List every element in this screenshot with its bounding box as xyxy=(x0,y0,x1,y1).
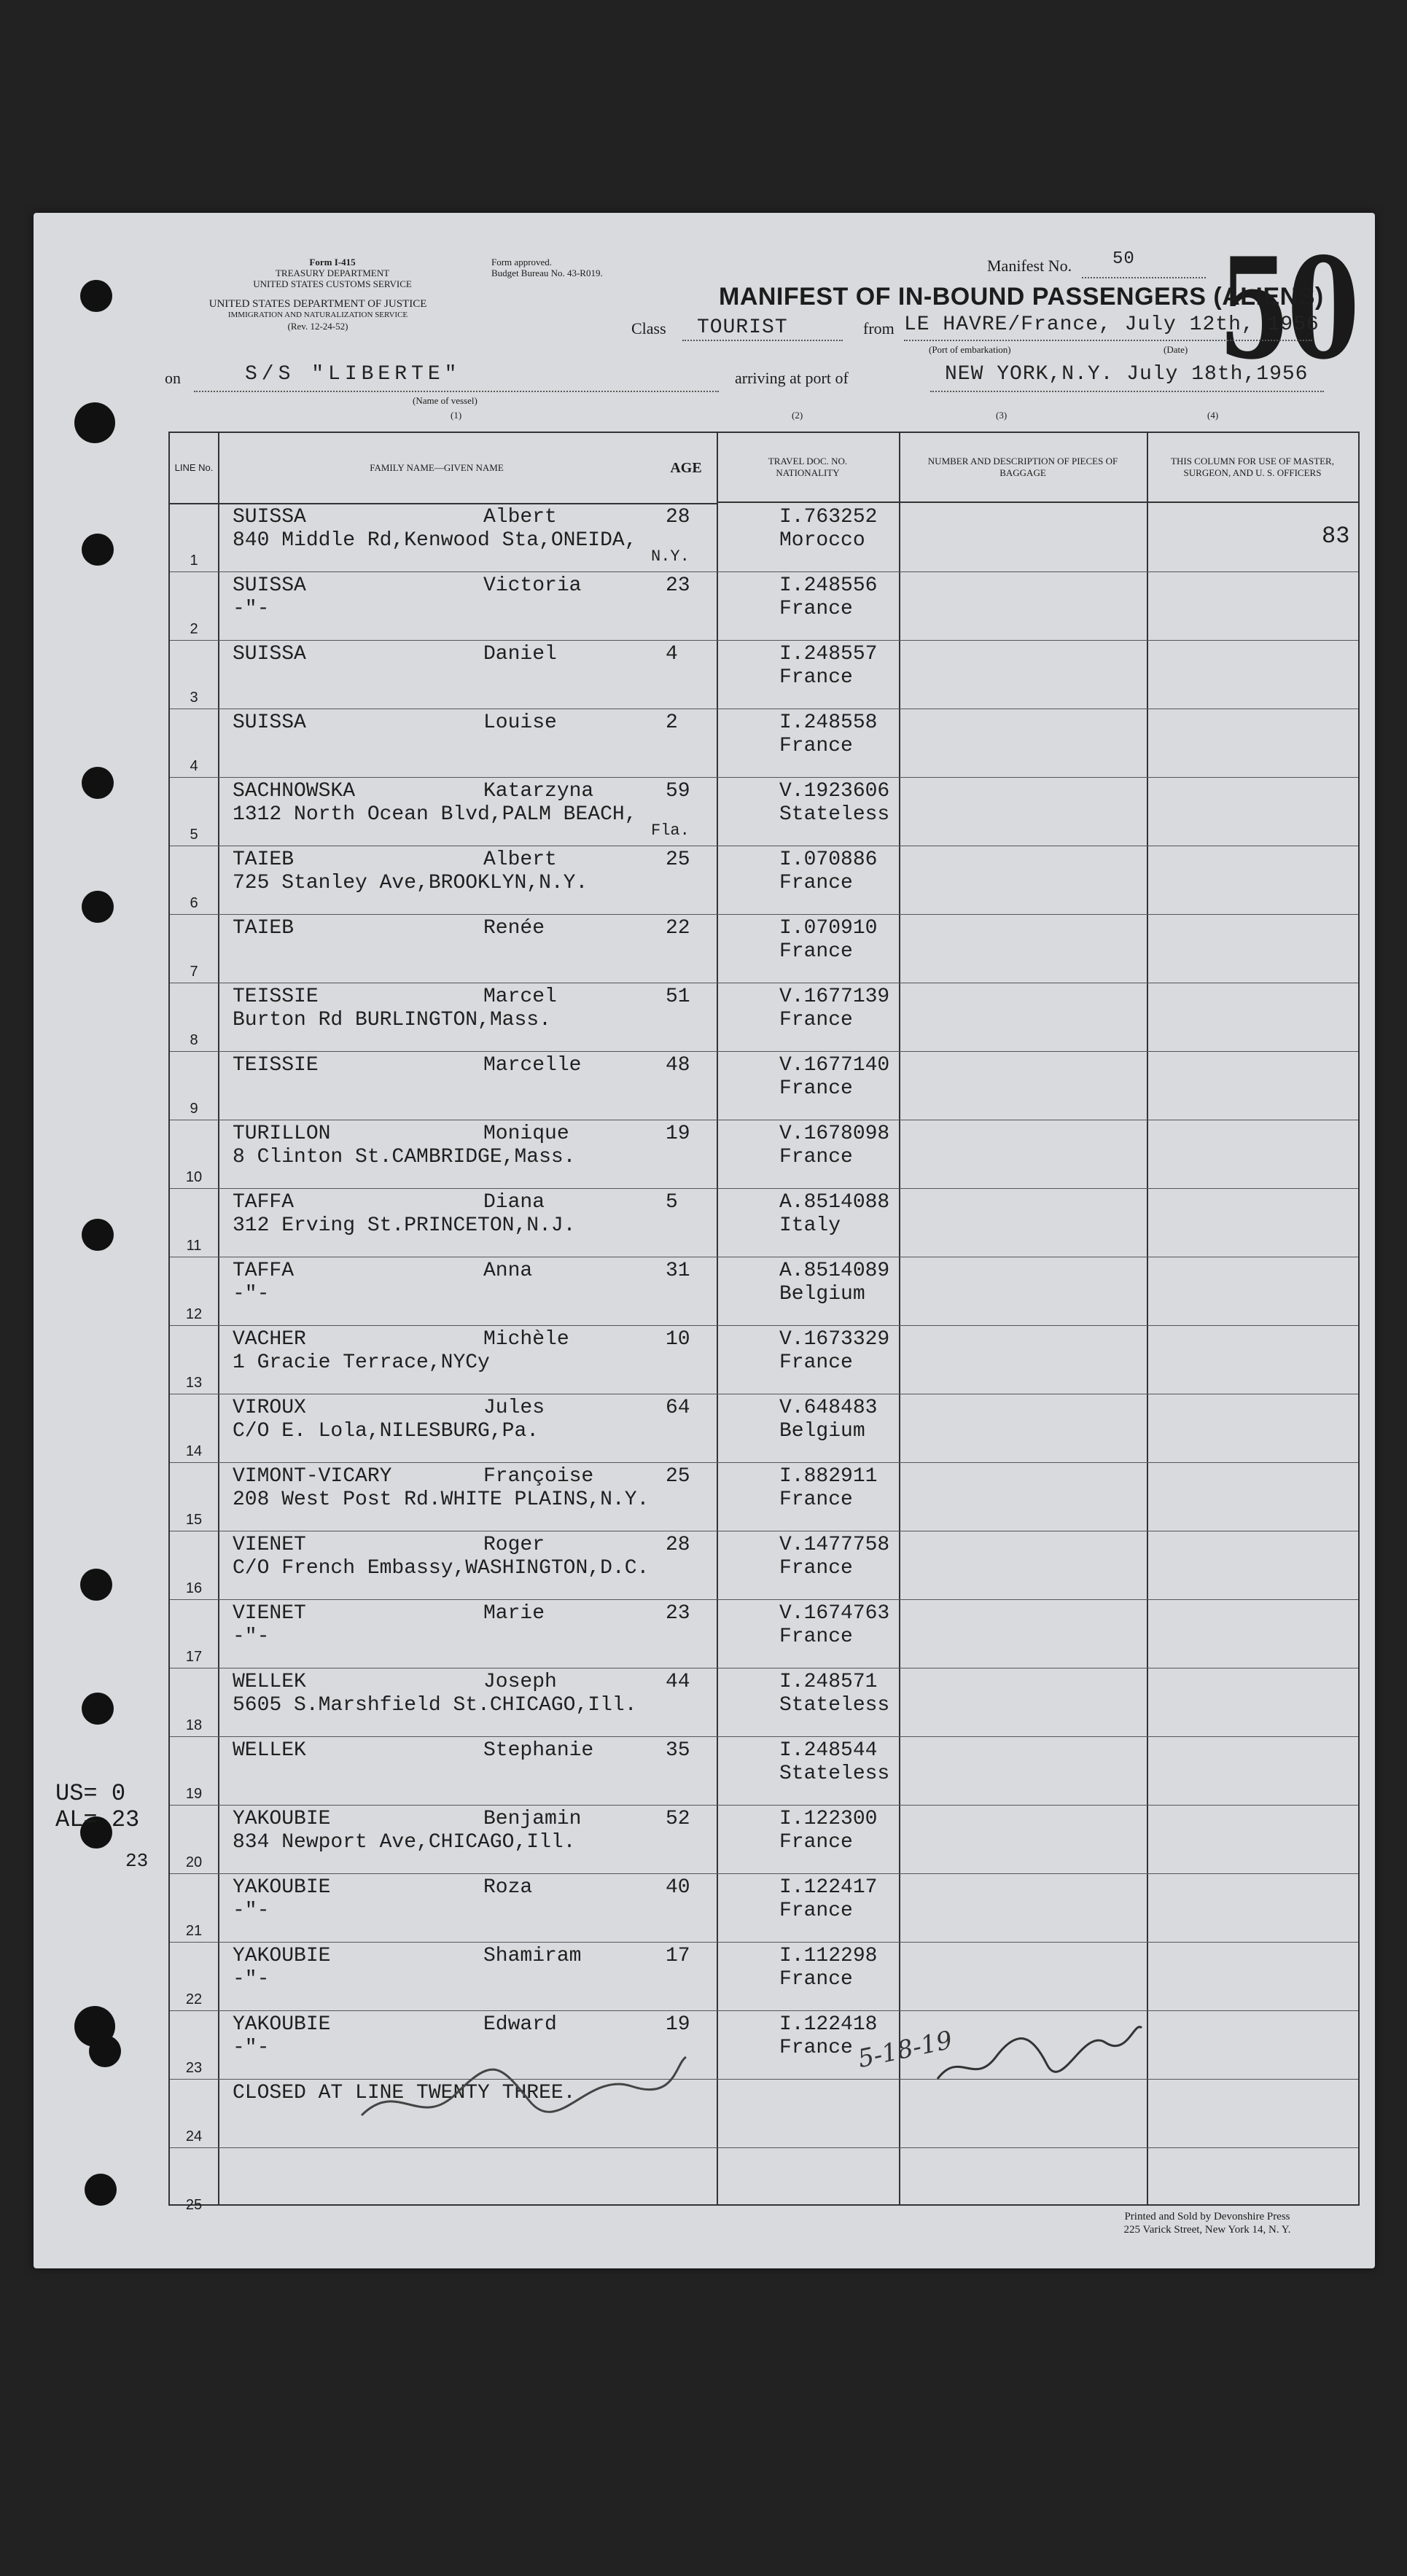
age: 40 xyxy=(666,1876,690,1899)
line-number: 5 xyxy=(190,827,198,843)
line-number: 8 xyxy=(190,1032,198,1048)
nationality: France xyxy=(779,1351,853,1374)
travel-doc-no: A.8514089 xyxy=(779,1260,890,1282)
form-approved: Form approved. xyxy=(491,257,553,268)
address: -"- xyxy=(233,1283,270,1305)
table-row xyxy=(170,1394,1358,1463)
class-label: Class xyxy=(631,319,666,337)
age: 5 xyxy=(666,1191,678,1214)
address: -"- xyxy=(233,1968,270,1991)
age: 44 xyxy=(666,1671,690,1693)
age: 10 xyxy=(666,1328,690,1351)
family-name: TURILLON xyxy=(233,1123,331,1145)
given-name: Katarzyna xyxy=(483,780,594,803)
table-row xyxy=(170,983,1358,1052)
address: -"- xyxy=(233,2037,270,2059)
given-name: Benjamin xyxy=(483,1808,582,1830)
address-cont: Fla. xyxy=(651,821,690,840)
travel-doc-no: V.1678098 xyxy=(779,1123,890,1145)
nationality: Italy xyxy=(779,1214,841,1237)
address: Burton Rd BURLINGTON,Mass. xyxy=(233,1009,551,1031)
col4-marker: (4) xyxy=(1207,410,1219,421)
printer-imprint xyxy=(1069,2210,1346,2236)
given-name: Daniel xyxy=(483,643,557,666)
punch-hole xyxy=(74,402,115,443)
given-name: Marcel xyxy=(483,985,557,1008)
nationality: France xyxy=(779,666,853,689)
address: 5605 S.Marshfield St.CHICAGO,Ill. xyxy=(233,1694,637,1717)
age: 25 xyxy=(666,848,690,871)
travel-doc-no: I.122417 xyxy=(779,1876,878,1899)
budget-bureau: Budget Bureau No. 43-R019. xyxy=(491,268,603,278)
given-name: Jules xyxy=(483,1397,545,1419)
nationality: France xyxy=(779,1900,853,1922)
table-row xyxy=(170,1805,1358,1874)
nationality: France xyxy=(779,1077,853,1100)
nationality: France xyxy=(779,1968,853,1991)
class-value: TOURIST xyxy=(697,316,788,339)
travel-doc-no: I.248571 xyxy=(779,1671,878,1693)
line-number: 4 xyxy=(190,758,198,774)
address: C/O French Embassy,WASHINGTON,D.C. xyxy=(233,1557,650,1580)
age: 4 xyxy=(666,643,678,666)
travel-doc-no: I.248556 xyxy=(779,574,878,597)
punch-hole xyxy=(80,280,112,312)
family-name: YAKOUBIE xyxy=(233,2013,331,2036)
line-number: 24 xyxy=(185,2128,203,2144)
nationality: France xyxy=(779,598,853,620)
arriving-line xyxy=(930,391,1324,392)
officer-note: 83 xyxy=(1322,523,1350,550)
line-number: 9 xyxy=(190,1101,198,1117)
manifest-no-label: Manifest No. xyxy=(987,257,1072,275)
address: 725 Stanley Ave,BROOKLYN,N.Y. xyxy=(233,872,588,894)
table-row xyxy=(170,571,1358,641)
punch-hole xyxy=(82,1693,114,1725)
travel-doc-no: I.070910 xyxy=(779,917,878,940)
travel-doc-no: I.248557 xyxy=(779,643,878,666)
given-name: Michèle xyxy=(483,1328,569,1351)
col1-marker: (1) xyxy=(451,410,462,421)
line-number: 25 xyxy=(185,2197,203,2213)
address: 840 Middle Rd,Kenwood Sta,ONEIDA, xyxy=(233,529,637,552)
age: 52 xyxy=(666,1808,690,1830)
nationality: Stateless xyxy=(779,1694,890,1717)
given-name: Roger xyxy=(483,1534,545,1556)
nationality: Stateless xyxy=(779,803,890,826)
family-name: WELLEK xyxy=(233,1739,306,1762)
travel-doc-no: V.1674763 xyxy=(779,1602,890,1625)
line-number: 7 xyxy=(190,964,198,980)
travel-doc-no: I.122418 xyxy=(779,2013,878,2036)
travel-doc-no: I.248558 xyxy=(779,711,878,734)
punch-hole xyxy=(89,2035,121,2067)
given-name: Louise xyxy=(483,711,557,734)
age: 35 xyxy=(666,1739,690,1762)
table-row xyxy=(170,1051,1358,1120)
travel-doc-no: V.1477758 xyxy=(779,1534,890,1556)
date-caption: (Date) xyxy=(1164,344,1188,355)
nationality: France xyxy=(779,2037,853,2059)
line-number: 1 xyxy=(190,553,198,569)
age: 31 xyxy=(666,1260,690,1282)
address: -"- xyxy=(233,1900,270,1922)
table-row xyxy=(170,1736,1358,1806)
vessel-name: S/S "LIBERTE" xyxy=(245,363,461,386)
officer-signature xyxy=(930,2006,1149,2093)
address-cont: N.Y. xyxy=(651,547,690,566)
nationality: France xyxy=(779,1831,853,1854)
address: -"- xyxy=(233,1625,270,1648)
age: 28 xyxy=(666,1534,690,1556)
line-number: 12 xyxy=(185,1306,203,1322)
col2-marker: (2) xyxy=(792,410,803,421)
address: 208 West Post Rd.WHITE PLAINS,N.Y. xyxy=(233,1488,650,1511)
vessel-caption: (Name of vessel) xyxy=(413,395,478,406)
punch-hole xyxy=(80,1569,112,1601)
travel-doc-no: A.8514088 xyxy=(779,1191,890,1214)
approval-block xyxy=(491,257,666,278)
travel-doc-no: I.882911 xyxy=(779,1465,878,1488)
line-number: 23 xyxy=(185,2060,203,2076)
travel-doc-no: V.1923606 xyxy=(779,780,890,803)
header-baggage: NUMBER AND DESCRIPTION OF PIECES OF BAGGAGE xyxy=(899,433,1147,503)
handwritten-manifest-number: 50 xyxy=(1218,227,1357,390)
travel-doc-no: V.1677140 xyxy=(779,1054,890,1077)
given-name: Albert xyxy=(483,848,557,871)
line-number: 16 xyxy=(185,1580,203,1596)
family-name: VACHER xyxy=(233,1328,306,1351)
printer-line2: 225 Varick Street, New York 14, N. Y. xyxy=(1123,2224,1291,2236)
address: -"- xyxy=(233,598,270,620)
margin-total: 23 xyxy=(125,1850,149,1872)
margin-us-count: US= 0 xyxy=(55,1780,126,1807)
officer-annotation: 5-18-19 xyxy=(855,2025,955,2075)
nationality: France xyxy=(779,1488,853,1511)
line-number: 2 xyxy=(190,621,198,637)
table-row xyxy=(170,846,1358,915)
given-name: Marie xyxy=(483,1602,545,1625)
age: 23 xyxy=(666,574,690,597)
nationality: France xyxy=(779,1557,853,1580)
nationality: France xyxy=(779,1009,853,1031)
revision: (Rev. 12-24-52) xyxy=(287,321,348,332)
family-name: VIROUX xyxy=(233,1397,306,1419)
line-number: 3 xyxy=(190,690,198,706)
nationality: France xyxy=(779,1625,853,1648)
family-name: YAKOUBIE xyxy=(233,1876,331,1899)
line-number: 6 xyxy=(190,895,198,911)
line-number: 21 xyxy=(185,1923,203,1939)
form-number: Form I-415 xyxy=(309,257,356,268)
travel-doc-no: I.122300 xyxy=(779,1808,878,1830)
line-number: 13 xyxy=(185,1375,203,1391)
age: 59 xyxy=(666,780,690,803)
family-name: VIENET xyxy=(233,1602,306,1625)
address: 834 Newport Ave,CHICAGO,Ill. xyxy=(233,1831,576,1854)
nationality: Morocco xyxy=(779,529,865,552)
manifest-no-line xyxy=(1082,277,1206,278)
age: 48 xyxy=(666,1054,690,1077)
treasury-dept: TREASURY DEPARTMENT xyxy=(275,268,390,278)
table-row xyxy=(170,914,1358,983)
line-number: 15 xyxy=(185,1512,203,1528)
nationality: France xyxy=(779,940,853,963)
nationality: Belgium xyxy=(779,1420,865,1443)
manifest-table xyxy=(168,432,1360,2213)
family-name: VIMONT-VICARY xyxy=(233,1465,392,1488)
doj-block xyxy=(157,299,478,332)
punch-hole xyxy=(82,891,114,923)
table-row xyxy=(170,640,1358,709)
age: 23 xyxy=(666,1602,690,1625)
arriving-value: NEW YORK,N.Y. July 18th,1956 xyxy=(945,363,1309,386)
family-name: SACHNOWSKA xyxy=(233,780,356,803)
travel-doc-no: V.648483 xyxy=(779,1397,878,1419)
table-row xyxy=(170,1120,1358,1189)
given-name: Roza xyxy=(483,1876,533,1899)
arriving-label: arriving at port of xyxy=(735,369,849,387)
table-row xyxy=(170,777,1358,846)
age: 25 xyxy=(666,1465,690,1488)
punch-hole xyxy=(82,767,114,799)
ins-title: IMMIGRATION AND NATURALIZATION SERVICE xyxy=(227,311,408,319)
table-row xyxy=(170,2079,1358,2148)
line-number: 22 xyxy=(185,1991,203,2007)
table-row xyxy=(170,709,1358,778)
age: 28 xyxy=(666,506,690,528)
line-number: 17 xyxy=(185,1649,203,1665)
from-value: LE HAVRE/France, July 12th, 1956 xyxy=(904,313,1320,336)
nationality: France xyxy=(779,735,853,757)
travel-doc-no: I.763252 xyxy=(779,506,878,528)
on-label: on xyxy=(165,369,181,387)
age: 19 xyxy=(666,2013,690,2036)
family-name: YAKOUBIE xyxy=(233,1808,331,1830)
manifest-page xyxy=(34,213,1375,2268)
address: 312 Erving St.PRINCETON,N.J. xyxy=(233,1214,576,1237)
form-id-block xyxy=(245,257,420,289)
family-name: TAFFA xyxy=(233,1260,295,1282)
vessel-line xyxy=(194,391,719,392)
address: 1312 North Ocean Blvd,PALM BEACH, xyxy=(233,803,637,826)
table-row xyxy=(170,1668,1358,1737)
from-line xyxy=(904,340,1312,341)
family-name: TEISSIE xyxy=(233,985,319,1008)
age: 2 xyxy=(666,711,678,734)
line-number: 14 xyxy=(185,1443,203,1459)
address: 8 Clinton St.CAMBRIDGE,Mass. xyxy=(233,1146,576,1168)
table-row xyxy=(170,2010,1358,2080)
nationality: France xyxy=(779,1146,853,1168)
family-name: SUISSA xyxy=(233,711,306,734)
travel-doc-no: I.070886 xyxy=(779,848,878,871)
travel-doc-no: V.1673329 xyxy=(779,1328,890,1351)
nationality: Stateless xyxy=(779,1763,890,1785)
given-name: Edward xyxy=(483,2013,557,2036)
given-name: Stephanie xyxy=(483,1739,594,1762)
table-row xyxy=(170,503,1358,572)
customs-service: UNITED STATES CUSTOMS SERVICE xyxy=(253,278,412,289)
line-number: 11 xyxy=(186,1238,202,1254)
age: 64 xyxy=(666,1397,690,1419)
inspector-signature xyxy=(354,2050,690,2137)
family-name: TEISSIE xyxy=(233,1054,319,1077)
given-name: Renée xyxy=(483,917,545,940)
given-name: Victoria xyxy=(483,574,582,597)
table-row xyxy=(170,1599,1358,1668)
nationality: France xyxy=(779,872,853,894)
class-line xyxy=(682,340,843,341)
age: 51 xyxy=(666,985,690,1008)
table-row xyxy=(170,2147,1358,2216)
table-row xyxy=(170,1325,1358,1394)
from-label: from xyxy=(863,319,895,337)
family-name: CLOSED AT LINE TWENTY THREE. xyxy=(233,2082,576,2104)
table-row xyxy=(170,1462,1358,1531)
table-row xyxy=(170,1257,1358,1326)
port-caption: (Port of embarkation) xyxy=(929,344,1011,355)
address: 1 Gracie Terrace,NYCy xyxy=(233,1351,490,1374)
doj-title: UNITED STATES DEPARTMENT OF JUSTICE xyxy=(208,298,427,310)
line-number: 20 xyxy=(185,1854,203,1870)
header-name: FAMILY NAME—GIVEN NAME xyxy=(218,433,655,504)
manifest-no-value: 50 xyxy=(1112,249,1135,269)
family-name: SUISSA xyxy=(233,643,306,666)
given-name: Shamiram xyxy=(483,1945,582,1967)
manifest-title: MANIFEST OF IN-BOUND PASSENGERS (ALIENS) xyxy=(719,283,1324,311)
age: 17 xyxy=(666,1945,690,1967)
travel-doc-no: I.248544 xyxy=(779,1739,878,1762)
family-name: TAFFA xyxy=(233,1191,295,1214)
table-row xyxy=(170,1942,1358,2011)
family-name: WELLEK xyxy=(233,1671,306,1693)
nationality: Belgium xyxy=(779,1283,865,1305)
family-name: YAKOUBIE xyxy=(233,1945,331,1967)
given-name: Albert xyxy=(483,506,557,528)
given-name: Joseph xyxy=(483,1671,557,1693)
header-travel-doc: TRAVEL DOC. NO. NATIONALITY xyxy=(717,433,899,503)
table-row xyxy=(170,1873,1358,1943)
header-line-no: LINE No. xyxy=(170,433,218,504)
given-name: Anna xyxy=(483,1260,533,1282)
family-name: TAIEB xyxy=(233,917,295,940)
age: 19 xyxy=(666,1123,690,1145)
given-name: Monique xyxy=(483,1123,569,1145)
table-row xyxy=(170,1531,1358,1600)
given-name: Marcelle xyxy=(483,1054,582,1077)
punch-hole xyxy=(82,534,114,566)
given-name: Françoise xyxy=(483,1465,594,1488)
travel-doc-no: I.112298 xyxy=(779,1945,878,1967)
header-officers: THIS COLUMN FOR USE OF MASTER, SURGEON, AND U. S. OFFICERS xyxy=(1147,433,1358,503)
given-name: Diana xyxy=(483,1191,545,1214)
family-name: SUISSA xyxy=(233,506,306,528)
line-number: 19 xyxy=(185,1786,203,1802)
family-name: TAIEB xyxy=(233,848,295,871)
travel-doc-no: V.1677139 xyxy=(779,985,890,1008)
table-row xyxy=(170,1188,1358,1257)
line-number: 10 xyxy=(185,1169,203,1185)
punch-hole xyxy=(82,1219,114,1251)
punch-hole xyxy=(85,2174,117,2206)
margin-al-count: AL= 23 xyxy=(55,1806,140,1833)
address: C/O E. Lola,NILESBURG,Pa. xyxy=(233,1420,539,1443)
family-name: SUISSA xyxy=(233,574,306,597)
line-number: 18 xyxy=(185,1717,203,1733)
family-name: VIENET xyxy=(233,1534,306,1556)
col3-marker: (3) xyxy=(996,410,1007,421)
header-age: AGE xyxy=(655,433,717,504)
printer-line1: Printed and Sold by Devonshire Press xyxy=(1124,2211,1290,2222)
age: 22 xyxy=(666,917,690,940)
